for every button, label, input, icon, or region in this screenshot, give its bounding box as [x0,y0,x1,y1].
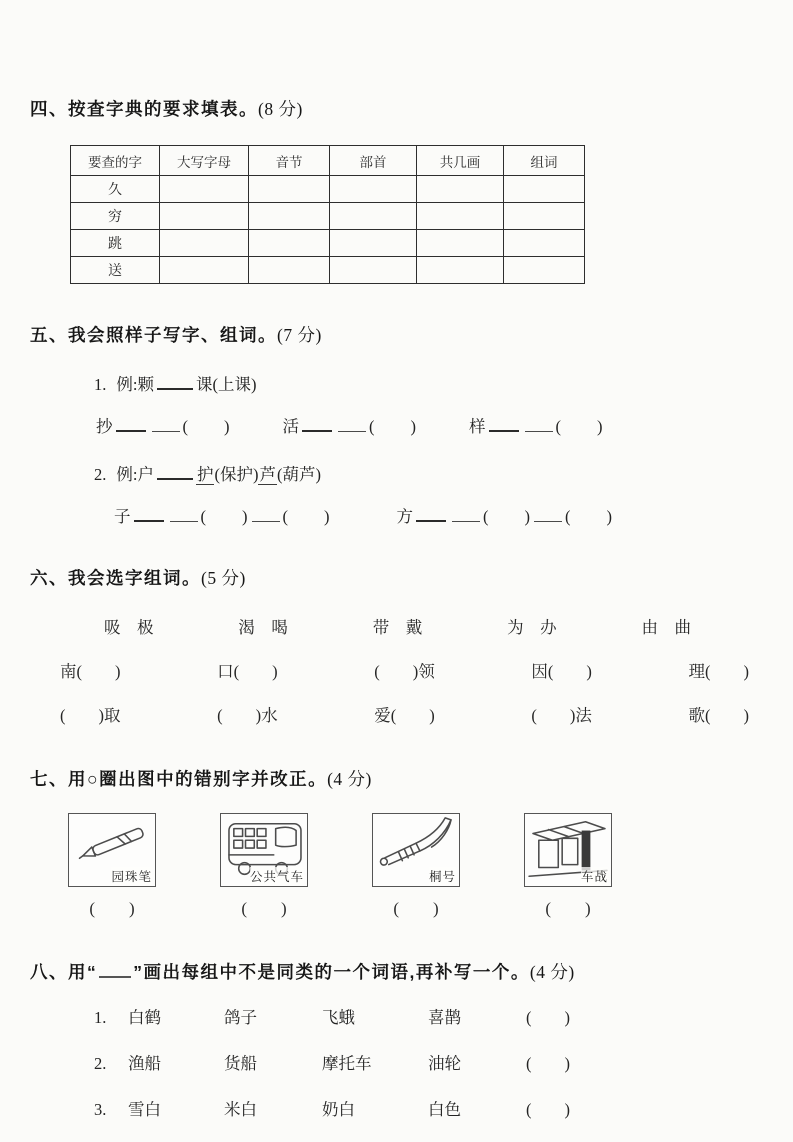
char-cell: 跳 [71,230,160,257]
base-char: 抄 [96,417,113,436]
empty-cell [330,176,417,203]
word-group-row [94,1096,763,1142]
section6-title: 六、我会选字组词。 [30,568,201,588]
word-slot: ( )取 [60,706,121,725]
long-dash [302,421,332,432]
example2-answer2: 芦 [259,465,276,484]
example-line-2 [94,461,763,485]
base-char: 子 [114,507,131,526]
empty-cell [330,203,417,230]
empty-cell [504,203,585,230]
base-char: 方 [396,507,413,526]
word-group-row [94,1050,763,1096]
paren-slot: ( ) [555,417,604,436]
long-dash [157,379,193,390]
base-char: 样 [469,417,486,436]
word-fill-row-2 [60,702,749,726]
word-slot: 爱( ) [374,706,435,725]
paren-slot: ( ) [282,507,331,526]
answer-paren: ( ) [526,1100,570,1119]
write-blank [525,417,553,432]
picture-item-pen [68,813,156,919]
example1-number: 1. [94,375,107,394]
example2-answer1: 护 [196,465,214,484]
empty-cell [249,230,330,257]
table-header-cell: 部首 [330,146,417,176]
section8-title-suffix: ”画出每组中不是同类的一个词语,再补写一个。 [133,962,530,982]
picture-item-bus-stop [524,813,612,919]
empty-cell [249,203,330,230]
long-dash [116,421,146,432]
empty-cell [160,203,249,230]
word-item: 白色 [428,1100,461,1119]
word-slot: 理( ) [688,662,749,681]
empty-cell [160,230,249,257]
paren-slot: ( ) [369,417,417,436]
char-cell: 久 [71,176,160,203]
paren-slot: ( ) [483,507,531,526]
choice-pair: 带 戴 [372,618,423,637]
table-row [71,176,585,203]
picture-label: 桐号 [429,867,456,885]
word-slot: 口( ) [217,662,278,681]
picture-item-trumpet [372,813,460,919]
word-fill-row-1 [60,658,749,682]
word-slot: 南( ) [60,662,121,681]
table-row [71,230,585,257]
empty-cell [249,176,330,203]
dictionary-table [70,145,585,284]
section5-title: 五、我会照样子写字、组词。 [30,325,277,345]
fill-line-1 [96,413,763,437]
example1-answer: 课(上课) [195,375,257,394]
correction-paren: ( ) [393,899,439,918]
word-item: 货船 [224,1054,257,1073]
row-number: 3. [94,1100,107,1119]
table-header-cell: 共几画 [417,146,504,176]
section6-heading [30,565,763,590]
picture-label: 园珠笔 [111,867,152,885]
section7-heading [30,766,763,791]
table-row [71,257,585,284]
long-dash [157,469,193,480]
picture-box [68,813,156,887]
word-item: 雪白 [128,1100,161,1119]
paren-slot: ( ) [200,507,249,526]
word-slot: ( )水 [217,706,278,725]
char-cell: 穷 [71,203,160,230]
table-header-cell: 组词 [504,146,585,176]
empty-cell [249,257,330,284]
row-number: 2. [94,1054,107,1073]
section8-points: (4 分) [529,962,575,982]
example2-text: 例:户 [116,465,154,484]
table-header-cell: 大写字母 [160,146,249,176]
empty-cell [330,257,417,284]
write-blank [452,507,480,522]
row-number: 1. [94,1008,107,1027]
empty-cell [417,176,504,203]
write-blank [152,417,180,432]
table-header-cell: 要查的字 [71,146,160,176]
empty-cell [417,203,504,230]
word-item: 渔船 [128,1054,161,1073]
example2-word2: (葫芦) [276,465,321,484]
word-slot: ( )法 [531,706,592,725]
word-group-row [94,1004,763,1050]
char-cell: 送 [71,257,160,284]
paren-slot: ( ) [182,417,231,436]
fill-group [96,413,231,437]
word-item: 摩托车 [322,1054,372,1073]
fill-group [114,503,331,527]
table-row [71,203,585,230]
picture-item-bus [220,813,308,919]
word-item: 奶白 [322,1100,355,1119]
word-slot: 歌( ) [688,706,749,725]
word-item: 喜鹊 [428,1008,461,1027]
write-blank [534,507,562,522]
example2-word1: (保护) [214,465,259,484]
example2-number: 2. [94,465,107,484]
fill-line-2 [114,503,763,527]
word-item: 飞蛾 [322,1008,355,1027]
section5-points: (7 分) [277,325,322,345]
table-header-row [71,146,585,176]
picture-box [524,813,612,887]
empty-cell [504,176,585,203]
underline-blank [99,966,131,978]
answer-paren: ( ) [526,1054,570,1073]
long-dash [134,511,164,522]
section4-heading [30,96,763,121]
correction-paren: ( ) [89,899,135,918]
fill-group [469,413,604,437]
picture-label: 公共气车 [250,867,304,885]
picture-box [372,813,460,887]
write-blank [252,507,280,522]
section4-title: 四、按查字典的要求填表。 [30,99,258,119]
empty-cell [160,176,249,203]
correction-paren: ( ) [545,899,591,918]
empty-cell [504,257,585,284]
fill-group [397,503,614,527]
long-dash [416,511,446,522]
picture-box [220,813,308,887]
choice-pair: 为 办 [507,618,557,637]
base-char: 活 [282,417,299,436]
picture-label: 车战 [581,867,608,885]
example-line-1 [94,371,763,395]
empty-cell [504,230,585,257]
correction-paren: ( ) [241,899,287,918]
paren-slot: ( ) [565,507,613,526]
empty-cell [330,230,417,257]
section7-title: 七、用○圈出图中的错别字并改正。 [30,769,328,789]
classification-rows [30,1004,763,1142]
empty-cell [160,257,249,284]
word-item: 白鹤 [128,1008,161,1027]
word-item: 油轮 [428,1054,461,1073]
empty-cell [417,257,504,284]
choice-pair: 渴 喝 [238,618,288,637]
write-blank [338,417,366,432]
table-header-cell: 音节 [249,146,330,176]
section7-points: (4 分) [327,769,372,789]
section6-points: (5 分) [201,568,246,588]
word-item: 米白 [224,1100,257,1119]
long-dash [489,421,519,432]
word-item: 鸽子 [224,1008,257,1027]
write-blank [170,507,198,522]
section4-points: (8 分) [258,99,303,119]
section5-heading [30,322,763,347]
empty-cell [417,230,504,257]
answer-paren: ( ) [526,1008,570,1027]
choice-pair: 吸 极 [104,618,154,637]
word-slot: 因( ) [531,662,592,681]
fill-group [283,413,418,437]
example1-text: 例:颗 [116,375,154,394]
word-slot: ( )领 [374,662,435,681]
picture-boxes-row [68,813,763,919]
section8-title-prefix: 八、用“ [30,962,98,982]
section8-heading [30,959,763,984]
choice-pair: 由 曲 [641,618,691,637]
choices-row [104,614,691,638]
